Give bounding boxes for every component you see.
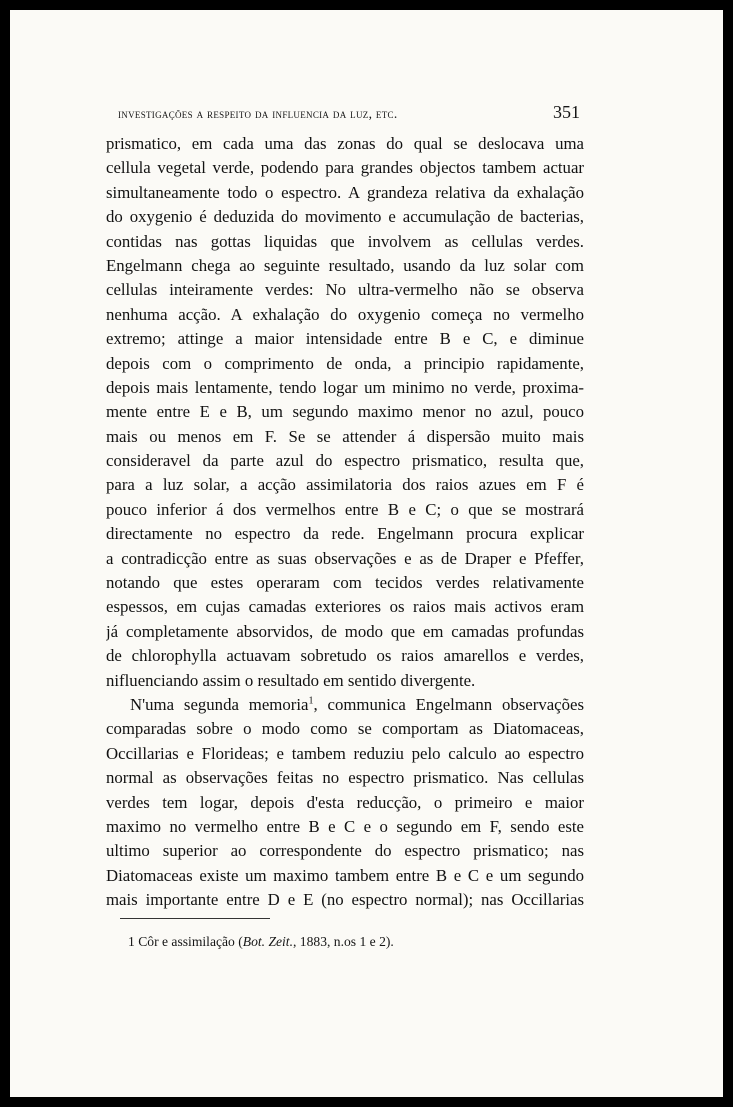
text-line: pouco inferior á dos vermelhos entre B e C; o que se mostrará [106, 499, 584, 519]
paragraph-2 [106, 693, 584, 913]
page-number: 351 [553, 102, 580, 122]
text-line: já completamente absorvidos, de modo que em camadas profundas [106, 621, 584, 641]
text-line: nifluenciando assim o resultado em sentido divergente. [106, 670, 476, 690]
text-line: mais importante entre D e E (no espectro normal); nas Occillarias [106, 890, 584, 910]
text-line: mente entre E e B, um segundo maximo menor no azul, pouco [106, 402, 584, 422]
text-line: consideravel da parte azul do espectro prismatico, resulta que, [106, 451, 584, 471]
text-line: espessos, em cujas camadas exteriores os raios mais activos eram [106, 597, 584, 617]
text-line: do oxygenio é deduzida do movimento e accumulação de bacterias, [106, 207, 584, 227]
paragraph-1 [106, 132, 584, 693]
text-line: ultimo superior ao correspondente do espectro prismatico; nas [106, 841, 584, 861]
text-line: Occillarias e Florideas; e tambem reduziu pelo calculo ao espectro [106, 743, 584, 763]
text-line: para a luz solar, a acção assimilatoria dos raios azues em F é [106, 475, 584, 495]
text-fragment: N'uma segunda memoria [130, 694, 309, 714]
text-line: normal as observações feitas no espectro prismatico. Nas cellulas [106, 768, 584, 788]
text-line: cellula vegetal verde, podendo para grandes objectos tambem actuar [106, 158, 584, 178]
text-line: prismatico, em cada uma das zonas do qual se deslocava uma [106, 134, 584, 153]
running-title: investigações a respeito da influencia da luz, etc. [118, 106, 398, 121]
text-line: Diatomaceas existe um maximo tambem entre B e C e um segundo [106, 865, 584, 885]
text-line: verdes tem logar, depois d'esta reducção, o primeiro e maior [106, 792, 584, 812]
text-line: nenhuma acção. A exhalação do oxygenio começa no vermelho [106, 304, 584, 324]
text-line: cellulas inteiramente verdes: No ultra-vermelho não se observa [106, 280, 584, 300]
text-line [106, 693, 584, 717]
text-line: maximo no vermelho entre B e C e o segundo em F, sendo este [106, 816, 584, 836]
text-line: de chlorophylla actuavam sobretudo os raios amarellos e verdes, [106, 646, 584, 666]
text-line: notando que estes operaram com tecidos verdes relativamente [106, 573, 584, 593]
footnote-marker: 1 [128, 934, 135, 949]
body-text [106, 132, 584, 913]
footnote-tail: , 1883, n.os 1 e 2). [293, 934, 394, 949]
footnote-journal: Bot. Zeit. [242, 934, 293, 949]
text-line: contidas nas gottas liquidas que involvem as cellulas verdes. [106, 231, 584, 251]
text-line: comparadas sobre o modo como se comportam as Diatomaceas, [106, 719, 584, 739]
text-line: simultaneamente todo o espectro. A grandeza relativa da exhalação [106, 182, 584, 202]
text-line: depois mais lentamente, tendo logar um minimo no verde, proxima- [106, 377, 584, 397]
text-line: mais ou menos em F. Se se attender á dispersão muito mais [106, 426, 584, 446]
text-line: a contradicção entre as suas observações e as de Draper e Pfeffer, [106, 548, 584, 568]
text-line: extremo; attinge a maior intensidade entre B e C, e diminue [106, 329, 584, 349]
page-header [118, 102, 580, 126]
text-line: directamente no espectro da rede. Engelmann procura explicar [106, 524, 584, 544]
footnote-divider [120, 918, 270, 919]
footnote [128, 934, 394, 950]
text-line: depois com o comprimento de onda, a principio rapidamente, [106, 353, 584, 373]
text-line: Engelmann chega ao seguinte resultado, usando da luz solar com [106, 255, 584, 275]
footnote-reference: 1 [308, 695, 314, 707]
text-fragment: , communica Engelmann observações [313, 694, 584, 714]
book-page [10, 10, 723, 1097]
footnote-lead: Côr e assimilação ( [138, 934, 243, 949]
